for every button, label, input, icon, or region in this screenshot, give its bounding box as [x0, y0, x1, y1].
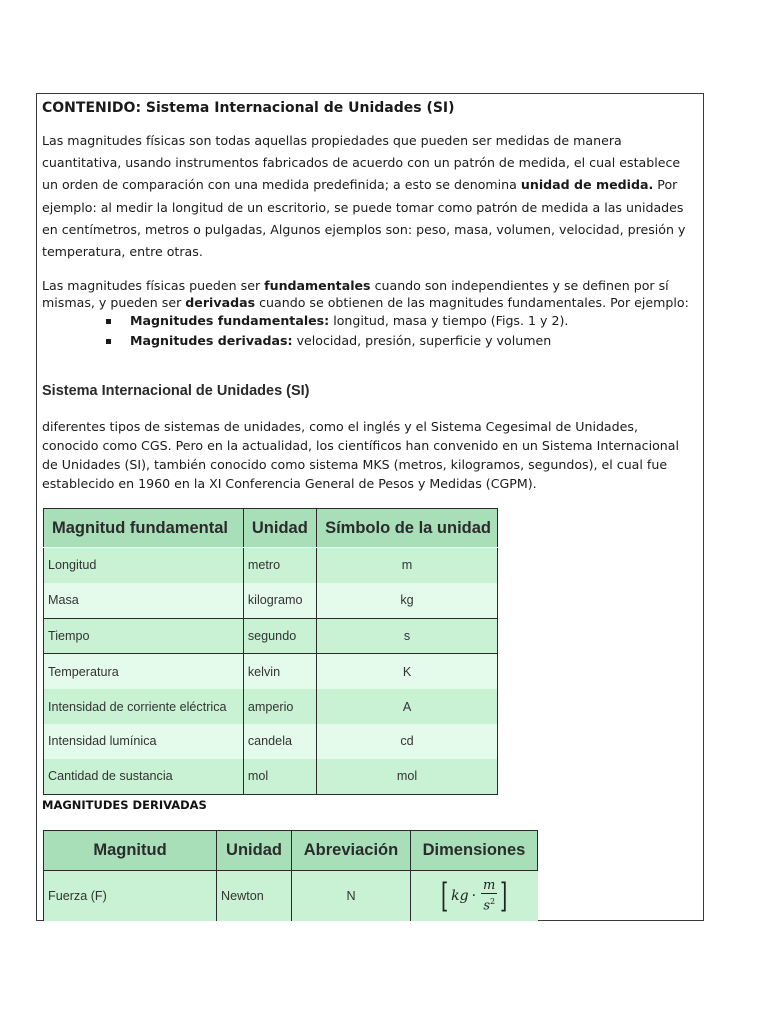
cell-dimensiones [411, 871, 538, 922]
den-exponent: 2 [489, 897, 496, 907]
col-header-simbolo: Símbolo de la unidad [317, 509, 498, 548]
dot-operator: · [471, 887, 477, 904]
cell-simbolo: K [317, 654, 498, 689]
col-header-unidad: Unidad [217, 831, 292, 871]
table-row [44, 689, 498, 724]
cell-unidad: mol [243, 759, 316, 794]
cell-magnitud: Fuerza (F) [44, 871, 217, 922]
col-header-dimensiones: Dimensiones [411, 831, 538, 871]
table-row [44, 724, 498, 759]
cell-magnitud: Temperatura [44, 654, 244, 689]
bullet-text: longitud, masa y tiempo (Figs. 1 y 2). [329, 313, 569, 329]
cell-unidad: kelvin [243, 654, 316, 689]
dimension-formula [438, 875, 511, 916]
derived-magnitudes-table [43, 830, 538, 921]
mag-text-1: Las magnitudes físicas pueden ser [42, 278, 265, 294]
magnitudes-paragraph [42, 277, 695, 311]
section-heading-si: Sistema Internacional de Unidades (SI) [42, 383, 310, 400]
main-heading: CONTENIDO: Sistema Internacional de Unidades (SI) [42, 100, 455, 116]
list-item [102, 331, 695, 351]
fraction-numerator: m [483, 878, 496, 894]
intro-text: Las magnitudes físicas son todas aquellas propiedades que pueden ser medidas de manera cuantitativa, usando instrumentos fabricados de acuerdo con un patrón de medida, el cual establece un orden de comparación con una medida predefinida; a esto se denomina [42, 133, 681, 193]
table-row [44, 654, 498, 689]
document-frame [36, 93, 704, 921]
cell-magnitud: Longitud [44, 548, 244, 583]
cell-unidad: metro [243, 548, 316, 583]
table-header-row [44, 831, 538, 871]
col-header-magnitud: Magnitud fundamental [44, 509, 244, 548]
cell-simbolo: s [317, 618, 498, 654]
mag-text-3: cuando se obtienen de las magnitudes fundamentales. Por ejemplo: [255, 295, 689, 311]
col-header-magnitud: Magnitud [44, 831, 217, 871]
col-header-unidad: Unidad [243, 509, 316, 548]
cell-unidad: candela [243, 724, 316, 759]
fraction-denominator [483, 894, 495, 913]
cell-simbolo: mol [317, 759, 498, 794]
col-header-abreviacion: Abreviación [292, 831, 411, 871]
intro-paragraph [42, 130, 695, 263]
intro-bold: unidad de medida. [520, 177, 654, 193]
bullet-list [42, 311, 695, 351]
formula-fraction [481, 878, 497, 913]
cell-simbolo: kg [317, 583, 498, 618]
mag-text-2: cuando son independientes y se definen por sí mismas, y pueden ser [42, 278, 669, 311]
table-row [44, 759, 498, 794]
bracket-close: ] [500, 875, 508, 916]
table-row [44, 548, 498, 583]
bullet-text: velocidad, presión, superficie y volumen [292, 333, 552, 349]
bullet-bold: Magnitudes derivadas: [130, 333, 293, 349]
fundamental-magnitudes-table [43, 508, 498, 795]
list-item [102, 311, 695, 331]
cell-magnitud: Intensidad lumínica [44, 724, 244, 759]
table-row [44, 618, 498, 654]
table-row [44, 871, 538, 922]
cell-unidad: Newton [217, 871, 292, 922]
mag-bold-fundamentales: fundamentales [264, 278, 371, 294]
formula-kg: kg [451, 887, 469, 904]
document-content [42, 94, 695, 493]
table-header-row [44, 509, 498, 548]
bracket-open: [ [440, 875, 449, 916]
cell-simbolo: A [317, 689, 498, 724]
cell-unidad: kilogramo [243, 583, 316, 618]
cell-magnitud: Tiempo [44, 618, 244, 654]
den-base: s [483, 898, 490, 914]
cell-simbolo: cd [317, 724, 498, 759]
cell-simbolo: m [317, 548, 498, 583]
cell-magnitud: Masa [44, 583, 244, 618]
si-paragraph: diferentes tipos de sistemas de unidades, como el inglés y el Sistema Cegesimal de Unidades, conocido como CGS. Pero en la actualidad, los científicos han convenido en un Sistema Internacional de Unidades (SI), también conocido como sistema MKS (metros, kilogramos, segundos), el cual fue establecido en 1960 en la XI Conferencia General de Pesos y Medidas (CGPM). [42, 419, 679, 492]
bullet-bold: Magnitudes fundamentales: [130, 313, 330, 329]
cell-magnitud: Intensidad de corriente eléctrica [44, 689, 244, 724]
cell-magnitud: Cantidad de sustancia [44, 759, 244, 794]
cell-abreviacion: N [292, 871, 411, 922]
derived-heading: MAGNITUDES DERIVADAS [42, 798, 207, 812]
intro-text-end: Por ejemplo: al medir la longitud de un escritorio, se puede tomar como patrón de medida a las unidades en centímetros, metros o pulgadas, Algunos ejemplos son: peso, masa, volumen, velocidad, presión y temperatura, entre otras. [42, 177, 686, 260]
cell-unidad: amperio [243, 689, 316, 724]
cell-unidad: segundo [243, 618, 316, 654]
table-row [44, 583, 498, 618]
mag-bold-derivadas: derivadas [185, 295, 256, 311]
